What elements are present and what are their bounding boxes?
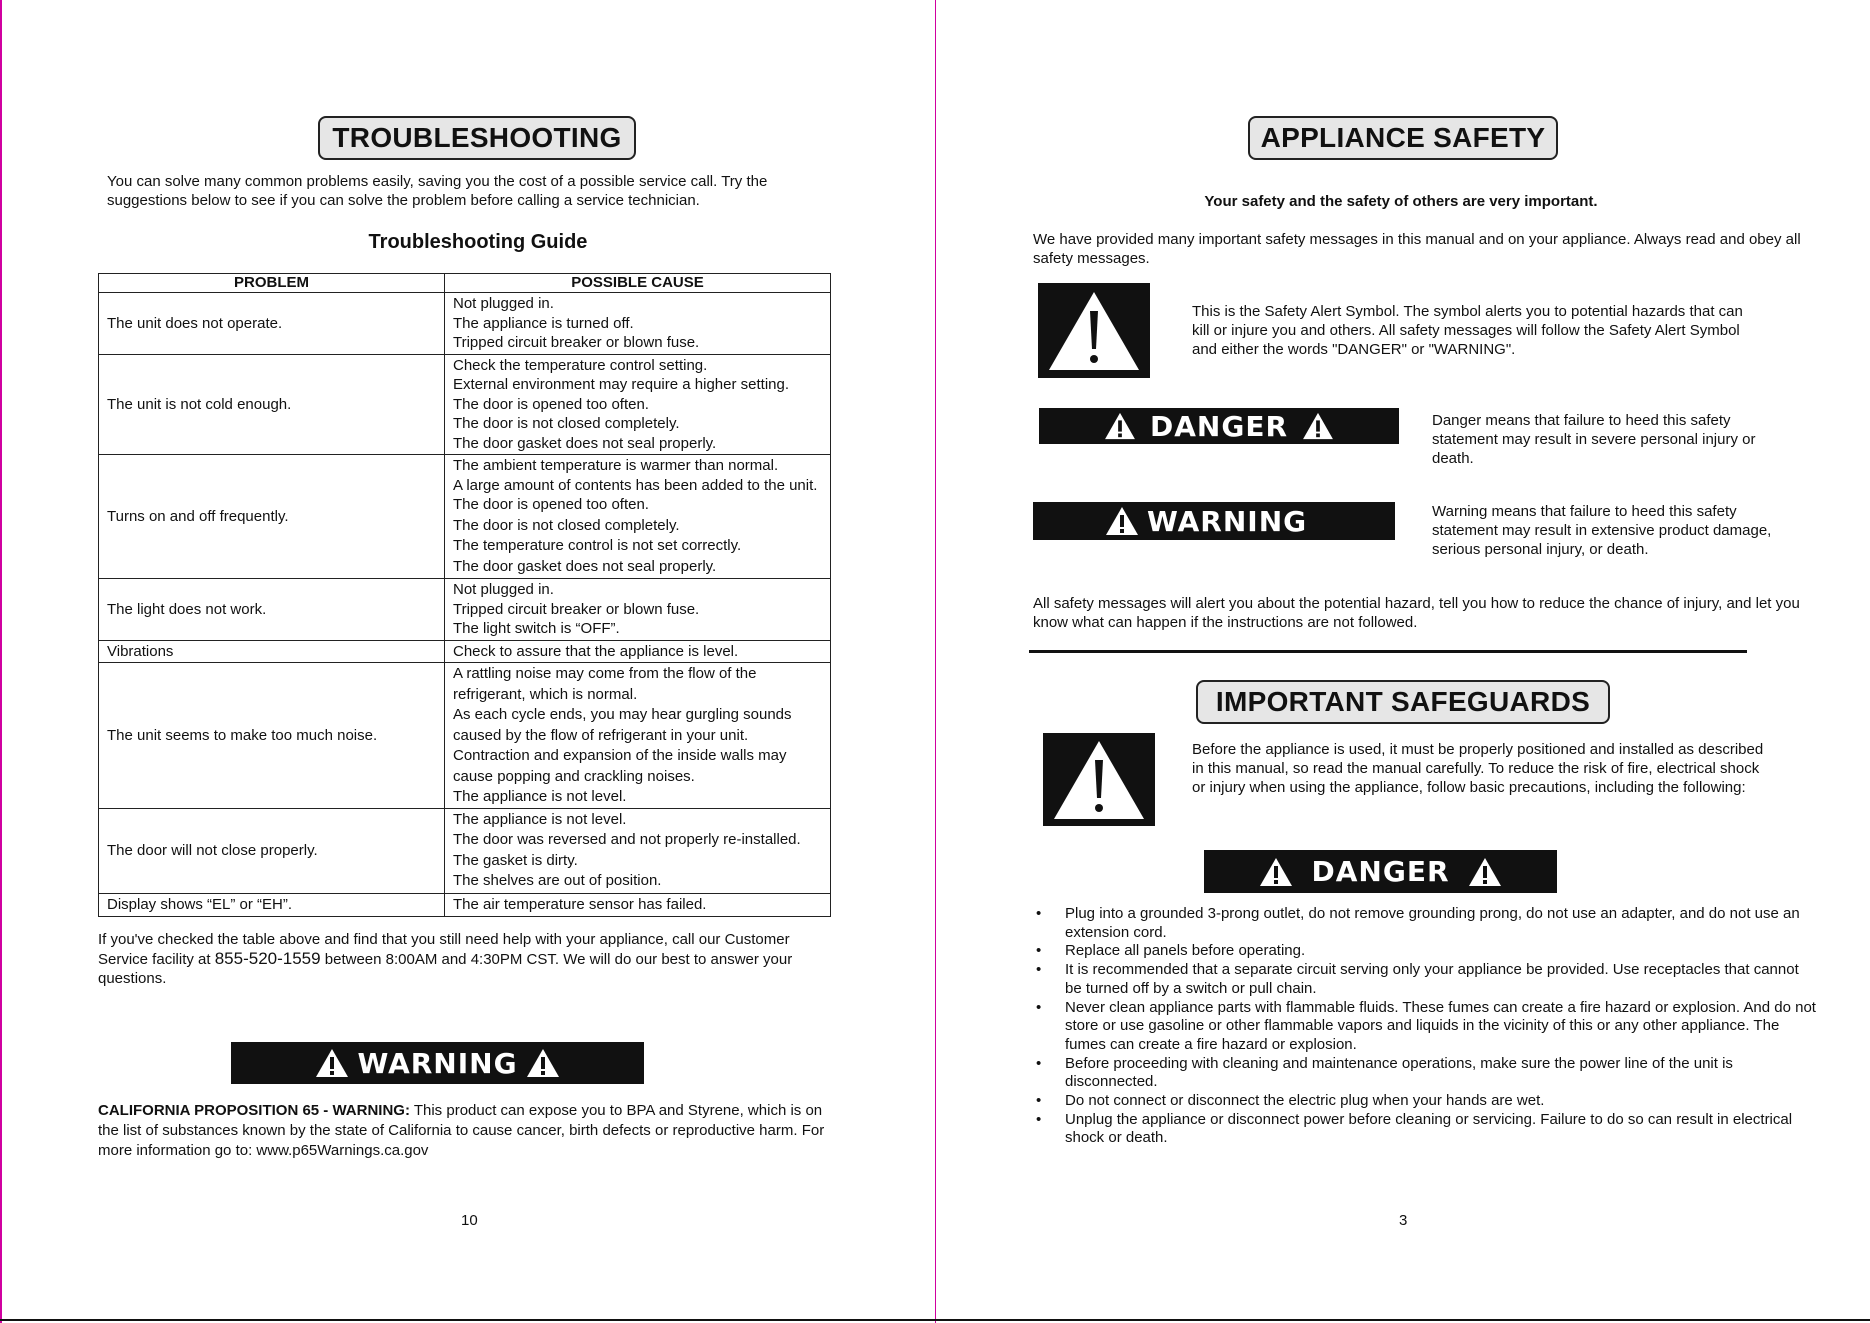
prop65-text: This product can expose you to BPA and Styrene, which is on the list of substances known by the state of California to cause cancer, birth defects or reproductive harm. For more information go to: www.p65Warnings.ca.gov [98,1102,825,1159]
safeguards-list [1033,905,1819,1148]
danger-triangle-icon [1104,412,1136,440]
cause-line: A rattling noise may come from the flow of the refrigerant, which is normal. [453,665,757,703]
cause-line: The door is opened too often. [453,496,649,513]
list-item: • Never clean appliance parts with flammable fluids. These fumes can create a fire hazard or explosion. And do not store or use gasoline or other flammable vapors and liquids in the vicinity of this or any other appliance. The fumes can create a fire hazard or explosion. [1033,999,1819,1055]
list-item: • Unplug the appliance or disconnect power before cleaning or servicing. Failure to do so can result in electrical shock or death. [1033,1111,1819,1148]
danger-banner-label: DANGER [1149,409,1288,443]
problem-cell: The light does not work. [99,579,445,641]
cause-line: The air temperature sensor has failed. [453,895,707,913]
cause-line: The door gasket does not seal properly. [453,557,717,575]
cause-line: The appliance is not level. [453,810,627,828]
cause-line: Not plugged in. [453,295,554,312]
help-text-end: between 8:00AM and 4:30PM CST. We will do our best to answer your questions. [98,951,793,987]
danger-banner-label: DANGER [1311,855,1450,888]
problem-cell: Display shows “EL” or “EH”. [99,893,445,917]
table-row [99,293,831,355]
cause-line: The appliance is turned off. [453,314,634,332]
troubleshooting-title: TROUBLESHOOTING [318,116,636,160]
table-row [99,893,831,917]
alert-symbol-text: This is the Safety Alert Symbol. The symbol alerts you to potential hazards that can kill or injure you and others. All safety messages will follow the Safety Alert Symbol and either the words "DANGER" or "WARNING". [1192,303,1743,358]
customer-service-text [98,930,838,988]
cause-line: The appliance is not level. [453,788,627,805]
warning-triangle-icon [526,1048,560,1078]
warning-banner [231,1042,644,1084]
right-page [936,0,1870,1323]
problem-cell: Turns on and off frequently. [99,455,445,579]
cause-cell [445,293,831,355]
cause-line: Check to assure that the appliance is level. [453,642,739,660]
cause-line: The door gasket does not seal properly. [453,434,717,452]
cause-cell [445,455,831,579]
list-item: • Plug into a grounded 3-prong outlet, do not remove grounding prong, do not use an adapter, and do not use an extension cord. [1033,905,1819,942]
danger-triangle-icon [1259,857,1293,887]
table-row [99,808,831,893]
list-item: • Before proceeding with cleaning and maintenance operations, make sure the power line of the unit is disconnected. [1033,1055,1819,1092]
problem-cell: The unit seems to make too much noise. [99,663,445,809]
safety-tagline: Your safety and the safety of others are very important. [1204,193,1598,210]
warning-triangle-icon [1105,506,1139,536]
help-phone: 855-520-1559 [214,949,321,968]
page-number: 10 [461,1212,478,1229]
danger-triangle-icon [1302,412,1334,440]
help-text-start: If you've checked the table above and find that you still need help with your appliance, call our Customer Service facility at [98,931,790,968]
cause-line: The door was reversed and not properly re-installed. [453,831,801,848]
safeguards-intro: Before the appliance is used, it must be properly positioned and installed as described in this manual, so read the manual carefully. To reduce the risk of fire, electrical shock or injury when using the appliance, follow basic precautions, including the following: [1192,741,1764,796]
cause-cell [445,354,831,455]
troubleshooting-intro: You can solve many common problems easily, saving you the cost of a possible service call. Try the suggestions below to see if you can solve the problem before calling a service technician. [107,173,768,209]
prop65-label: CALIFORNIA PROPOSITION 65 - WARNING: [98,1102,410,1119]
cause-cell [445,579,831,641]
cause-line: External environment may require a higher setting. [453,376,790,393]
warning-banner-label: WARNING [1147,504,1308,538]
danger-triangle-icon [1468,857,1502,887]
danger-banner [1039,408,1399,444]
section-divider [1029,650,1747,653]
troubleshooting-table [98,273,831,917]
appliance-safety-title: APPLIANCE SAFETY [1248,116,1558,160]
table-row [99,354,831,455]
warning-text: Warning means that failure to heed this safety statement may result in extensive product damage, serious personal injury, or death. [1432,503,1772,558]
problem-cell: The door will not close properly. [99,808,445,893]
danger-banner-2 [1204,850,1557,893]
guide-title: Troubleshooting Guide [368,231,588,253]
cause-cell [445,663,831,809]
cause-cell [445,893,831,917]
problem-cell: The unit is not cold enough. [99,354,445,455]
list-item: • Replace all panels before operating. [1033,942,1819,961]
cause-line: The shelves are out of position. [453,872,662,889]
table-row [99,663,831,809]
cause-line: The temperature control is not set correctly. [453,537,742,554]
cause-line: The ambient temperature is warmer than normal. [453,457,779,474]
cause-line: As each cycle ends, you may hear gurgling sounds caused by the flow of refrigerant in your unit. [453,706,792,744]
warning-triangle-icon [315,1048,349,1078]
table-row [99,455,831,579]
cause-line: Tripped circuit breaker or blown fuse. [453,334,700,351]
cause-line: Tripped circuit breaker or blown fuse. [453,600,700,618]
all-messages-text: All safety messages will alert you about the potential hazard, tell you how to reduce the chance of injury, and let you know what can happen if the instructions are not followed. [1033,595,1800,631]
cause-line: The door is not closed completely. [453,516,680,534]
warning-banner-right [1033,502,1395,540]
important-safeguards-title: IMPORTANT SAFEGUARDS [1196,680,1610,724]
cause-line: The gasket is dirty. [453,851,578,869]
table-row [99,640,831,663]
cause-cell [445,808,831,893]
list-item: • Do not connect or disconnect the electric plug when your hands are wet. [1033,1092,1819,1111]
prop65-warning [98,1101,838,1161]
header-cause: POSSIBLE CAUSE [445,274,831,293]
safety-intro: We have provided many important safety messages in this manual and on your appliance. Always read and obey all safety messages. [1033,231,1801,267]
cause-cell [445,640,831,663]
cause-line: The door is not closed completely. [453,415,680,432]
warning-banner-label: WARNING [357,1046,518,1080]
list-item: • It is recommended that a separate circuit serving only your appliance be provided. Use receptacles that cannot be turned off by a switch or pull chain. [1033,961,1819,998]
safeguards-alert-icon [1043,733,1155,826]
cause-line: Check the temperature control setting. [453,356,708,374]
cause-line: Contraction and expansion of the inside walls may cause popping and crackling noises. [453,747,787,785]
cause-line: The light switch is “OFF”. [453,620,620,637]
header-problem: PROBLEM [99,274,445,293]
table-row [99,579,831,641]
page-number: 3 [1399,1212,1408,1229]
cause-line: Not plugged in. [453,581,554,598]
problem-cell: Vibrations [99,640,445,663]
cause-line: A large amount of contents has been added to the unit. [453,476,818,494]
safety-alert-symbol-icon [1038,283,1150,378]
danger-text: Danger means that failure to heed this safety statement may result in severe personal injury or death. [1432,412,1756,467]
cause-line: The door is opened too often. [453,395,649,413]
problem-cell: The unit does not operate. [99,293,445,355]
